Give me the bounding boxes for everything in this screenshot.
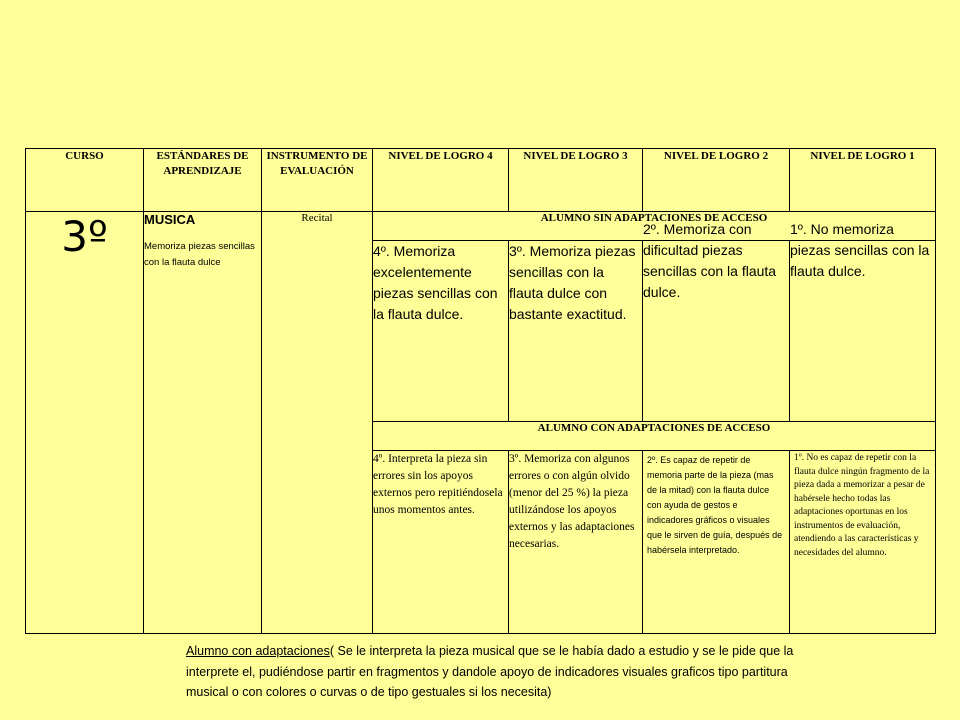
- header-curso: CURSO: [26, 149, 144, 212]
- header-nivel-1: NIVEL DE LOGRO 1: [790, 149, 936, 212]
- header-nivel-3: NIVEL DE LOGRO 3: [509, 149, 643, 212]
- section-title-sin-adaptaciones: ALUMNO SIN ADAPTACIONES DE ACCESO: [373, 212, 936, 241]
- sin-nivel-4-text: 4º. Memoriza excelentemente piezas sencillas con la flauta dulce.: [373, 243, 498, 322]
- header-instrumento: INSTRUMENTO DE EVALUACIÓN: [262, 149, 373, 212]
- instrumento-cell: Recital: [262, 212, 373, 634]
- footnote-lead: Alumno con adaptaciones: [186, 644, 330, 658]
- footnote: [186, 641, 826, 703]
- estandar-description: Memoriza piezas sencillas con la flauta dulce: [144, 241, 255, 268]
- estandar-cell: [144, 212, 262, 634]
- estandar-title: MUSICA: [144, 212, 196, 227]
- footnote-text: ( Se le interpreta la pieza musical que se le había dado a estudio y se le pide que la interprete el, pudiéndose partir en fragmentos y dandole apoyo de indicadores visuales graficos tipo partitura musical o con colores o curvas o de tipo gestuales si los necesita): [186, 644, 794, 699]
- sin-nivel-3: [509, 241, 643, 422]
- sin-nivel-2: [643, 221, 790, 422]
- sin-nivel-4: [373, 241, 509, 422]
- con-nivel-2: 2º. Es capaz de repetir de memoria parte de la pieza (mas de la mitad) con la flauta dulce con ayuda de gestos e indicadores gráficos o visuales que le sirven de guía, después de habérsela interpretado.: [643, 451, 790, 634]
- con-nivel-3: 3º. Memoriza con algunos errores o con algún olvido (menor del 25 %) la pieza utilizándose los apoyos externos y las adaptaciones necesarias.: [509, 451, 643, 634]
- header-nivel-4: NIVEL DE LOGRO 4: [373, 149, 509, 212]
- sin-nivel-1: [790, 221, 936, 422]
- evaluation-table: [25, 148, 936, 634]
- sin-nivel-1-text: 1º. No memoriza piezas sencillas con la flauta dulce.: [790, 221, 930, 279]
- sin-nivel-2-text: 2º. Memoriza con dificultad piezas sencillas con la flauta dulce.: [643, 221, 777, 300]
- header-row: [26, 149, 936, 212]
- section-title-con-adaptaciones: ALUMNO CON ADAPTACIONES DE ACCESO: [373, 422, 936, 451]
- con-nivel-4: 4º. Interpreta la pieza sin errores sin los apoyos externos pero repitiéndosela unos momentos antes.: [373, 451, 509, 634]
- curso-cell: 3º: [26, 212, 144, 634]
- sin-nivel-3-text: 3º. Memoriza piezas sencillas con la flauta dulce con bastante exactitud.: [509, 243, 636, 322]
- header-estandares: ESTÁNDARES DE APRENDIZAJE: [144, 149, 262, 212]
- header-nivel-2: NIVEL DE LOGRO 2: [643, 149, 790, 212]
- con-nivel-1: 1º. No es capaz de repetir con la flauta dulce ningún fragmento de la pieza dada a memorizar a pesar de habérsele hecho todas las adaptaciones oportunas en los instrumentos de evaluación, atendiendo a las características y necesidades del alumno.: [790, 451, 936, 634]
